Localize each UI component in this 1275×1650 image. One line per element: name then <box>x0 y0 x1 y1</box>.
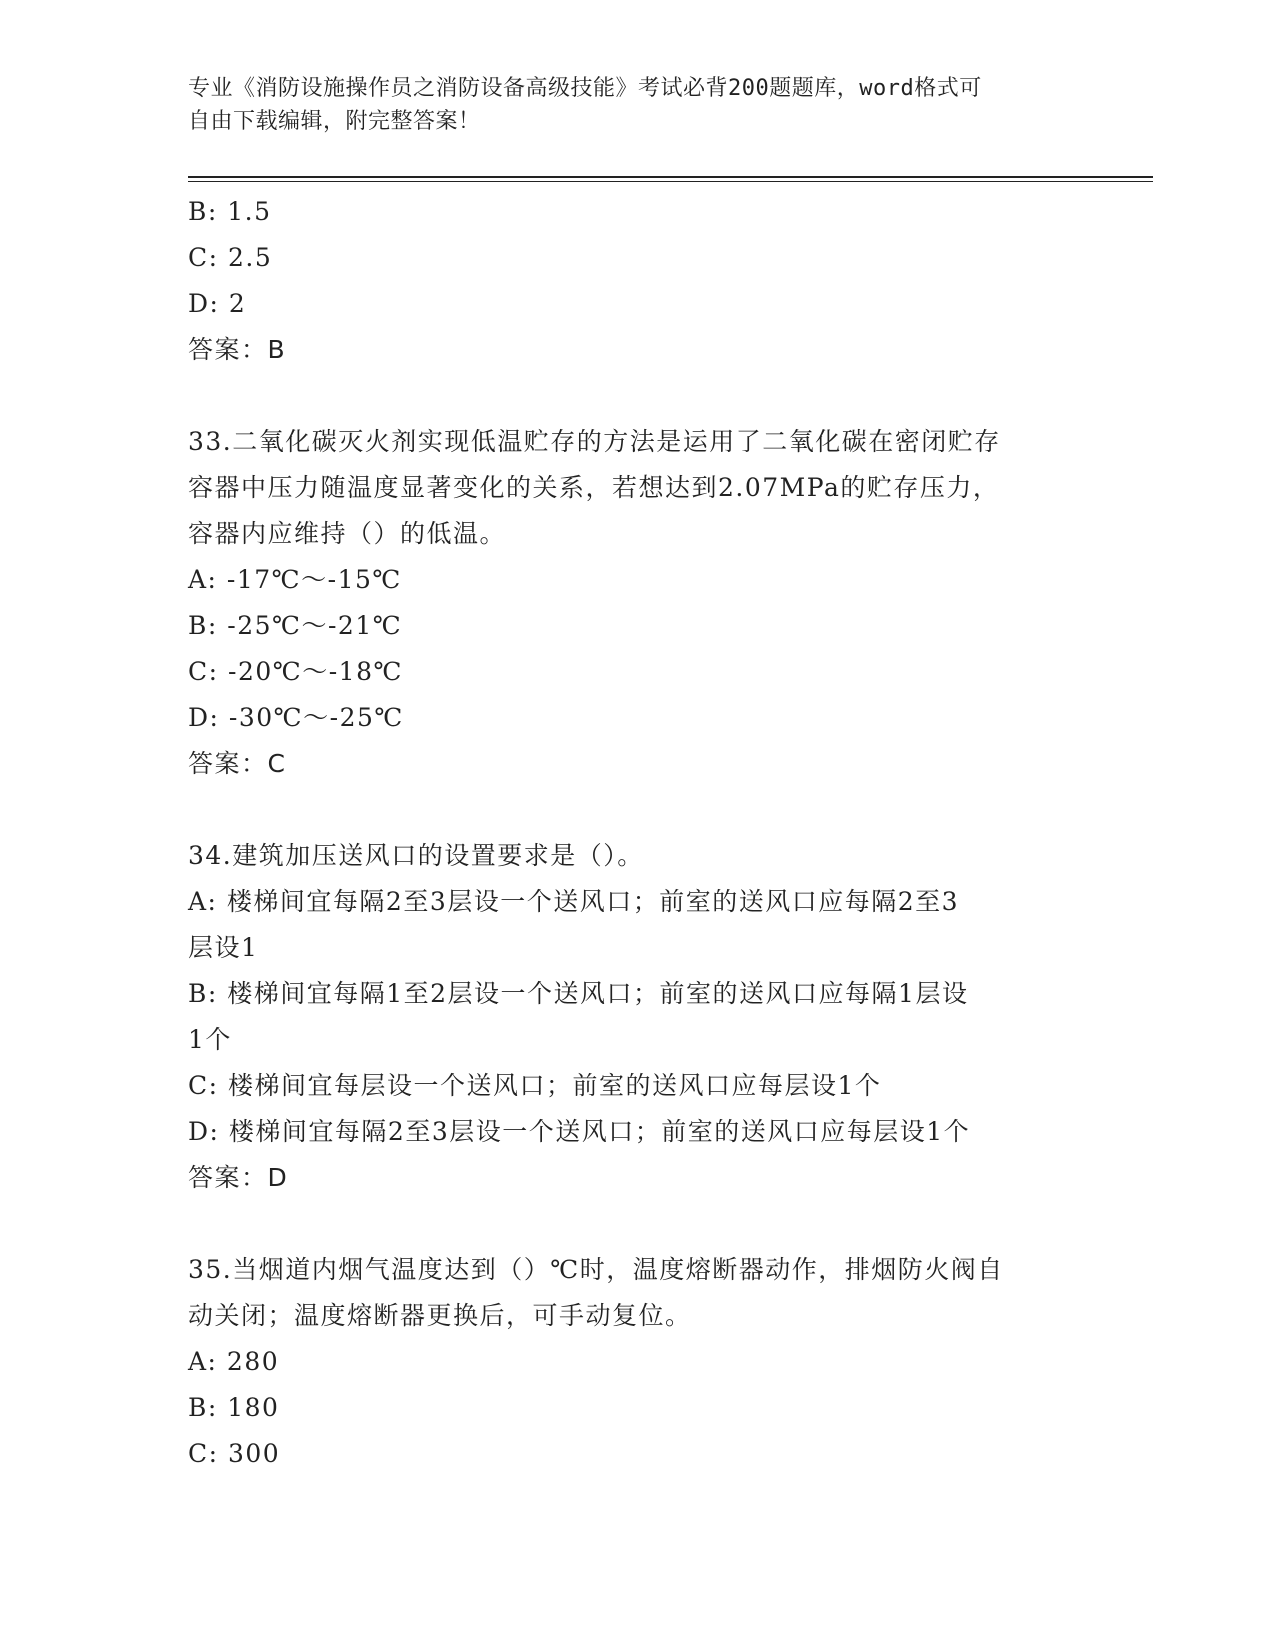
question-35-option-c: C: 300 <box>188 1439 281 1468</box>
question-33-stem-3: 容器内应维持（）的低温。 <box>188 519 507 548</box>
question-35-stem-1: 35.当烟道内烟气温度达到（）℃时，温度熔断器动作，排烟防火阀自 <box>188 1255 1004 1284</box>
header-line-1: 专业《消防设施操作员之消防设备高级技能》考试必背200题题库，word格式可 <box>188 76 982 101</box>
question-34-option-a-cont: 层设1 <box>188 933 259 962</box>
option-d: D: 2 <box>188 289 247 318</box>
question-33-option-d: D: -30℃～-25℃ <box>188 703 404 732</box>
question-33-stem-1: 33.二氧化碳灭火剂实现低温贮存的方法是运用了二氧化碳在密闭贮存 <box>188 427 1001 456</box>
question-content <box>188 189 1088 1477</box>
question-34-option-b: B: 楼梯间宜每隔1至2层设一个送风口；前室的送风口应每隔1层设 <box>188 979 969 1008</box>
question-34-option-c: C: 楼梯间宜每层设一个送风口；前室的送风口应每层设1个 <box>188 1071 882 1100</box>
question-34-option-a: A: 楼梯间宜每隔2至3层设一个送风口；前室的送风口应每隔2至3 <box>188 887 960 916</box>
spacer <box>188 1201 1088 1247</box>
question-34-stem: 34.建筑加压送风口的设置要求是（）。 <box>188 841 644 870</box>
header-divider <box>188 176 1153 178</box>
option-c: C: 2.5 <box>188 243 273 272</box>
question-33-option-b: B: -25℃～-21℃ <box>188 611 403 640</box>
header-divider-thin <box>188 181 1153 182</box>
question-34-option-b-cont: 1个 <box>188 1025 232 1054</box>
question-35-option-a: A: 280 <box>188 1347 280 1376</box>
question-33-stem-2: 容器中压力随温度显著变化的关系，若想达到2.07MPa的贮存压力， <box>188 473 1000 502</box>
option-b: B: 1.5 <box>188 197 272 226</box>
question-34-answer: 答案：D <box>188 1163 289 1192</box>
question-34-option-d: D: 楼梯间宜每隔2至3层设一个送风口；前室的送风口应每层设1个 <box>188 1117 971 1146</box>
spacer <box>188 787 1088 833</box>
spacer <box>188 373 1088 419</box>
question-35-stem-2: 动关闭；温度熔断器更换后，可手动复位。 <box>188 1301 692 1330</box>
header-line-2: 自由下载编辑，附完整答案！ <box>188 109 481 134</box>
question-33-option-c: C: -20℃～-18℃ <box>188 657 403 686</box>
question-33-option-a: A: -17℃～-15℃ <box>188 565 402 594</box>
answer-line: 答案：B <box>188 335 287 364</box>
question-33-answer: 答案：C <box>188 749 287 778</box>
document-header <box>188 72 1088 138</box>
question-35-option-b: B: 180 <box>188 1393 280 1422</box>
